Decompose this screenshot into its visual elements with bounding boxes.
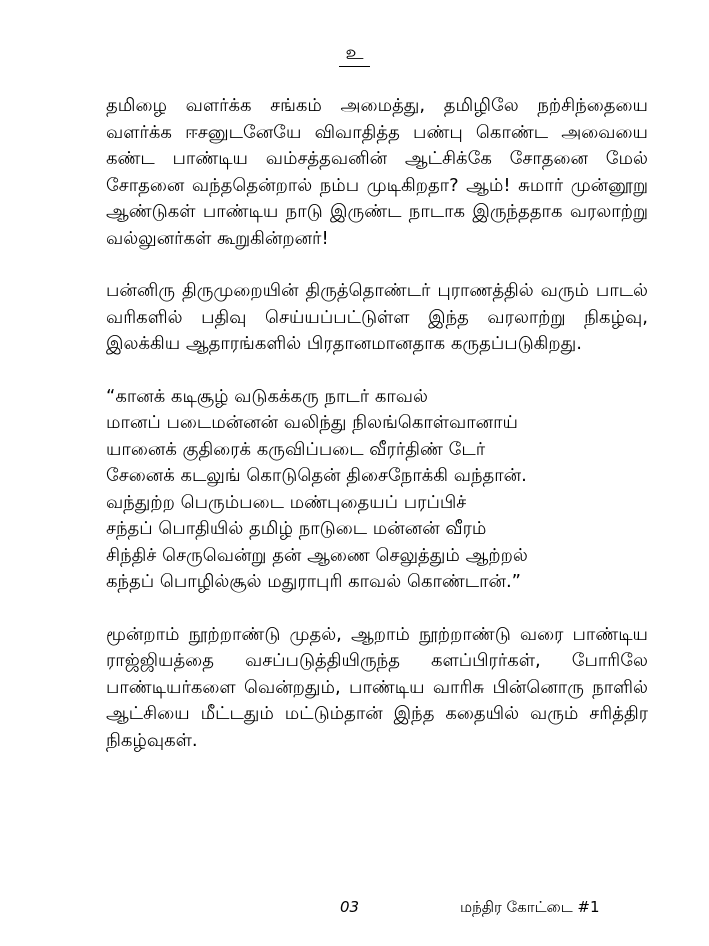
poem-line: மானப் படைமன்னன் வலிந்து நிலங்கொள்வானாய் (106, 412, 518, 433)
poem-line: சந்தப் பொதியில் தமிழ் நாடுடை மன்னன் வீரம் (106, 518, 487, 539)
paragraph-intro: தமிழை வளர்க்க சங்கம் அமைத்து, தமிழிலே நற்சிந்தையை வளர்க்க ஈசனுடனேயே விவாதித்த பண்பு கொண்ட அவையை கண்ட பாண்டிய வம்சத்தவனின் ஆட்சிக்கே சோதனை மேல் சோதனை வந்ததென்றால் நம்ப முடிகிறதா? ஆம்! சுமார் முன்னூறு ஆண்டுகள் பாண்டிய நாடு இருண்ட நாடாக இருந்ததாக வரலாற்று வல்லுனர்கள் கூறுகின்றனர்! (106, 95, 648, 249)
poem-line: வந்துற்ற பெரும்படை மண்புதையப் பரப்பிச் (106, 491, 467, 513)
book-title: மந்திர கோட்டை #1 (460, 898, 600, 916)
poem-line: கந்தப் பொழில்சூல் மதுராபுரி காவல் கொண்டான்.” (106, 571, 522, 592)
poem-line: சிந்திச் செருவென்று தன் ஆணை செலுத்தும் ஆற்றல் (106, 544, 528, 566)
page-number: 03 (340, 898, 360, 916)
page-marker-symbol: உ (339, 40, 369, 67)
poem-line: சேனைக் கடலுங் கொடுதென் திசைநோக்கி வந்தான். (106, 465, 527, 486)
paragraph-history: மூன்றாம் நூற்றாண்டு முதல், ஆறாம் நூற்றாண்டு வரை பாண்டிய ராஜ்ஜியத்தை வசப்படுத்தியிருந்த களப்பிரர்கள், போரிலே பாண்டியர்களை வென்றதும், பாண்டிய வாரிசு பின்னொரு நாளில் ஆட்சியை மீட்டதும் மட்டும்தான் இந்த கதையில் வரும் சரித்திர நிகழ்வுகள். (106, 623, 648, 751)
poem-line: யானைக் குதிரைக் கருவிப்படை வீரர்திண் டேர் (106, 438, 486, 460)
page-content (106, 93, 648, 780)
paragraph-source: பன்னிரு திருமுறையின் திருத்தொண்டர் புராணத்தில் வரும் பாடல் வரிகளில் பதிவு செய்யப்பட்டுள்ள இந்த வரலாற்று நிகழ்வு, இலக்கிய ஆதாரங்களில் பிரதானமானதாக கருதப்படுகிறது. (106, 280, 648, 354)
poem-quote (106, 384, 648, 596)
poem-line: “கானக் கடிசூழ் வடுகக்கரு நாடர் காவல் (106, 385, 428, 407)
page-marker (0, 40, 709, 64)
